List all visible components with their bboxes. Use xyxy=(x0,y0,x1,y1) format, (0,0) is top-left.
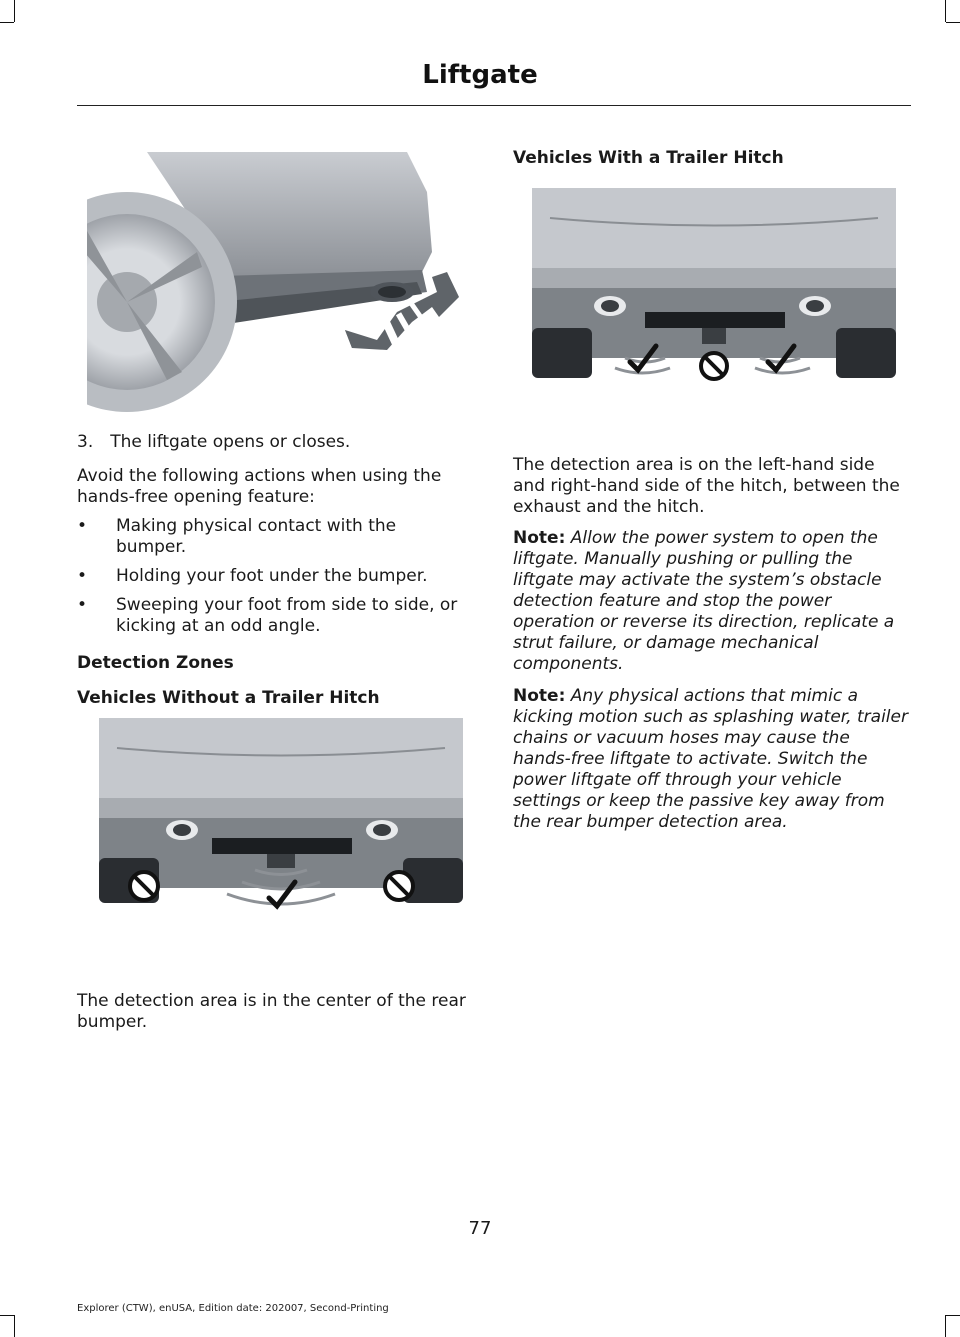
rear-view-no-hitch-figure xyxy=(97,718,465,928)
prohibited-icon xyxy=(701,353,727,379)
bullet-item xyxy=(77,516,472,558)
kick-motion-figure xyxy=(87,152,477,414)
note-2 xyxy=(513,686,911,833)
bullet-item xyxy=(77,595,472,637)
page-number: 77 xyxy=(468,1218,492,1239)
bullet-text: Making physical contact with the bumper. xyxy=(116,516,397,557)
footer-edition: Explorer (CTW), enUSA, Edition date: 202007, Second-Printing xyxy=(77,1303,389,1314)
crop-mark xyxy=(945,1315,946,1337)
crop-mark xyxy=(946,1315,960,1316)
crop-mark xyxy=(14,1315,15,1337)
note-body: Any physical actions that mimic a kicking motion such as splashing water, trailer chains or vacuum hoses may cause the hands-free liftgate to activate. Switch the power liftgate off through your vehicle settings or keep the passive key away from the rear bumper detection area. xyxy=(513,686,908,832)
step-3: 3. The liftgate opens or closes. xyxy=(77,432,351,452)
header-rule xyxy=(77,105,911,106)
bullet-text: Holding your foot under the bumper. xyxy=(116,566,428,586)
prohibited-icon xyxy=(385,872,413,900)
bullet-dot: • xyxy=(77,516,88,536)
bullet-dot: • xyxy=(77,595,88,615)
crop-mark xyxy=(946,22,960,23)
bullet-text: Sweeping your foot from side to side, or kicking at an odd angle. xyxy=(116,595,458,636)
crop-mark xyxy=(945,0,946,22)
with-hitch-caption: The detection area is on the left-hand side and right-hand side of the hitch, between the exhaust and the hitch. xyxy=(513,455,900,517)
note-body: Allow the power system to open the liftgate. Manually pushing or pulling the liftgate may activate the system’s obstacle detection feature and stop the power operation or reverse its direction, replicate a strut failure, or damage mechanical components. xyxy=(513,528,895,674)
without-hitch-heading: Vehicles Without a Trailer Hitch xyxy=(77,688,380,708)
with-hitch-heading: Vehicles With a Trailer Hitch xyxy=(513,148,784,168)
prohibited-icon xyxy=(130,872,158,900)
without-hitch-caption: The detection area is in the center of the rear bumper. xyxy=(77,991,466,1032)
note-label: Note: xyxy=(513,528,566,548)
crop-mark xyxy=(0,1315,14,1316)
page-title: Liftgate xyxy=(422,60,538,90)
note-1 xyxy=(513,528,911,675)
crop-mark xyxy=(0,22,14,23)
avoid-intro: Avoid the following actions when using the hands-free opening feature: xyxy=(77,466,442,507)
bullet-dot: • xyxy=(77,566,88,586)
bullet-item xyxy=(77,566,472,587)
note-label: Note: xyxy=(513,686,566,706)
rear-view-hitch-figure xyxy=(530,188,898,393)
crop-mark xyxy=(14,0,15,22)
detection-zones-heading: Detection Zones xyxy=(77,653,234,673)
